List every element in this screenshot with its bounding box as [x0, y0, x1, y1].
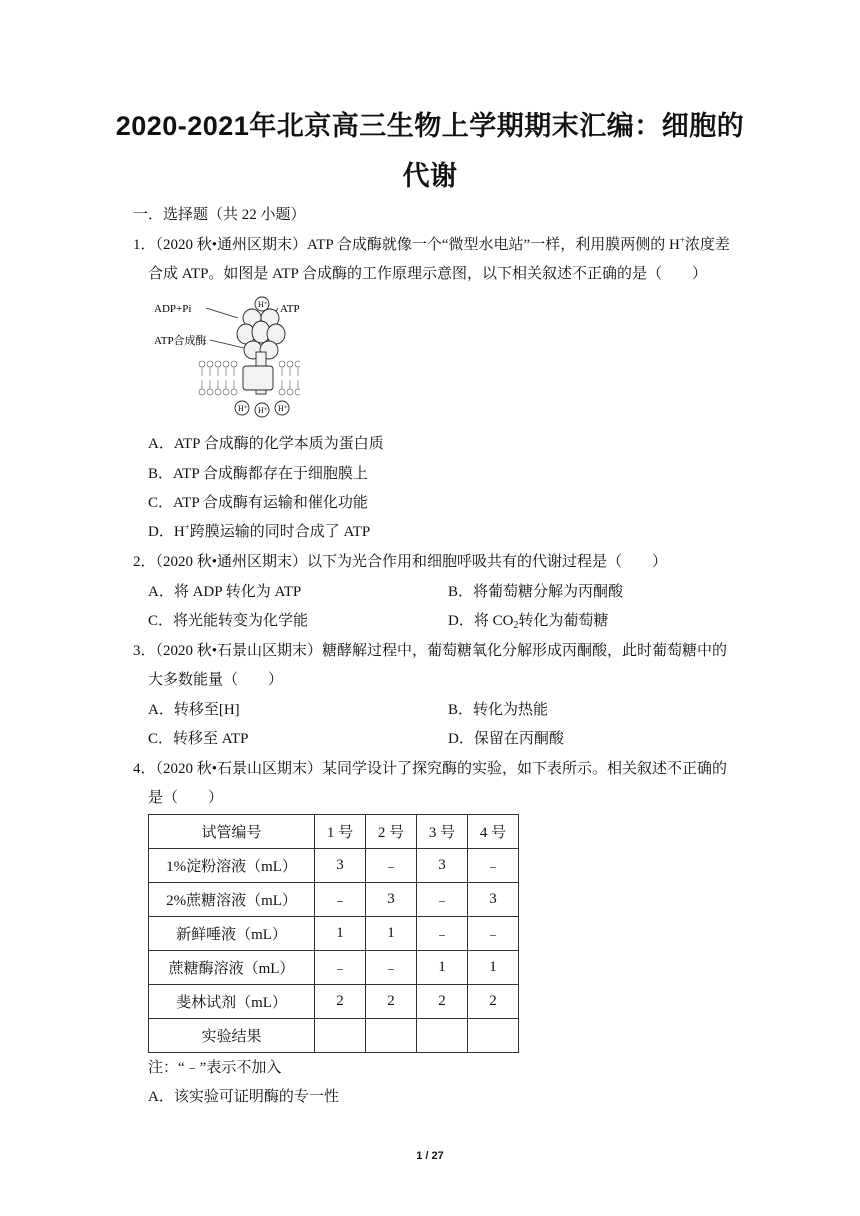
q1-stem-line1: 1．（2020 秋•通州区期末）ATP 合成酶就像一个“微型水电站”一样，利用膜两侧的 H+浓度差 [133, 235, 730, 253]
q3-option-a: A．转移至[H] [148, 702, 240, 718]
q1-option-c: C．ATP 合成酶有运输和催化功能 [148, 495, 368, 511]
table-cell: 2%蔗糖溶液（mL） [149, 883, 315, 917]
q2-option-d: D．将 $CO_2$转化为葡萄糖 [448, 613, 609, 631]
table-cell [417, 1019, 468, 1053]
table-cell: 新鲜唾液（mL） [149, 917, 315, 951]
table-header-cell: 试管编号 [149, 815, 315, 849]
q1-stem-line2: 合成 ATP。如图是 ATP 合成酶的工作原理示意图，以下相关叙述不正确的是（ ） [148, 266, 708, 282]
svg-text:H⁺: H⁺ [258, 406, 268, 415]
table-cell: 1 [366, 917, 417, 951]
table-cell: ﹣ [315, 883, 366, 917]
q2-option-c: C．将光能转变为化学能 [148, 613, 309, 629]
table-cell: 2 [468, 985, 519, 1019]
table-header-cell: 3 号 [417, 815, 468, 849]
document-title-line2: 代谢 [402, 161, 458, 191]
page-number: 1 / 27 [416, 1150, 444, 1162]
table-header-cell: 1 号 [315, 815, 366, 849]
table-cell: 斐林试剂（mL） [149, 985, 315, 1019]
table-row [149, 985, 519, 1019]
q1-option-b: B．ATP 合成酶都存在于细胞膜上 [148, 466, 368, 482]
table-cell: ﹣ [417, 883, 468, 917]
table-row [149, 951, 519, 985]
table-cell: ﹣ [315, 951, 366, 985]
q1-number: 1． [133, 237, 156, 253]
q3-option-c: C．转移至 ATP [148, 731, 249, 747]
table-cell: 1 [315, 917, 366, 951]
table-cell: ﹣ [417, 917, 468, 951]
table-cell: 蔗糖酶溶液（mL） [149, 951, 315, 985]
q2-stem: 2．（2020 秋•通州区期末）以下为光合作用和细胞呼吸共有的代谢过程是（ ） [133, 554, 668, 570]
q3-option-b: B．转化为热能 [448, 702, 549, 718]
table-cell: 2 [417, 985, 468, 1019]
table-cell: 实验结果 [149, 1019, 315, 1053]
q3-stem-line2: 大多数能量（ ） [148, 672, 284, 688]
table-cell: 1 [468, 951, 519, 985]
svg-text:H⁺: H⁺ [238, 404, 248, 413]
table-header-cell: 2 号 [366, 815, 417, 849]
q2-option-a: A．将 ADP 转化为 ATP [148, 584, 302, 600]
q4-option-a: A．该实验可证明酶的专一性 [148, 1089, 339, 1105]
figure-label-enzyme: ATP合成酶 [154, 335, 207, 347]
table-row [149, 1019, 519, 1053]
atp-synthase-diagram [150, 288, 300, 420]
table-cell [315, 1019, 366, 1053]
figure-label-atp: ATP [280, 303, 300, 315]
table-cell: 3 [468, 883, 519, 917]
table-cell: ﹣ [366, 849, 417, 883]
table-cell: ﹣ [366, 951, 417, 985]
q3-stem-line1: 3．（2020 秋•石景山区期末）糖酵解过程中，葡萄糖氧化分解形成丙酮酸，此时葡萄糖中的 [133, 643, 728, 659]
table-row [149, 917, 519, 951]
table-cell [468, 1019, 519, 1053]
figure-label-adp: ADP+Pi [154, 303, 192, 315]
table-cell: 3 [366, 883, 417, 917]
table-header-cell: 4 号 [468, 815, 519, 849]
experiment-table [148, 814, 519, 1053]
table-cell: 2 [366, 985, 417, 1019]
table-cell [366, 1019, 417, 1053]
svg-text:H⁺: H⁺ [278, 404, 288, 413]
svg-text:H⁺: H⁺ [258, 300, 268, 309]
q4-stem-line2: 是（ ） [148, 790, 224, 806]
table-cell: 3 [417, 849, 468, 883]
q3-option-d: D．保留在丙酮酸 [448, 731, 564, 747]
table-cell: ﹣ [468, 917, 519, 951]
table-row [149, 849, 519, 883]
table-cell: 2 [315, 985, 366, 1019]
table-cell: 3 [315, 849, 366, 883]
q1-option-a: A．ATP 合成酶的化学本质为蛋白质 [148, 436, 384, 452]
table-cell: 1%淀粉溶液（mL） [149, 849, 315, 883]
table-row [149, 883, 519, 917]
table-header-row [149, 815, 519, 849]
section-heading: 一．选择题（共 22 小题） [133, 207, 306, 223]
table-cell: 1 [417, 951, 468, 985]
table-note: 注：“﹣”表示不加入 [148, 1060, 282, 1076]
q1-option-d: D．H+跨膜运输的同时合成了 ATP [148, 522, 371, 540]
table-cell: ﹣ [468, 849, 519, 883]
q2-option-b: B．将葡萄糖分解为丙酮酸 [448, 584, 624, 600]
q4-stem-line1: 4．（2020 秋•石景山区期末）某同学设计了探究酶的实验，如下表所示。相关叙述不正确的 [133, 761, 728, 777]
document-title-line1: 2020-2021年北京高三生物上学期期末汇编：细胞的 [115, 111, 745, 141]
